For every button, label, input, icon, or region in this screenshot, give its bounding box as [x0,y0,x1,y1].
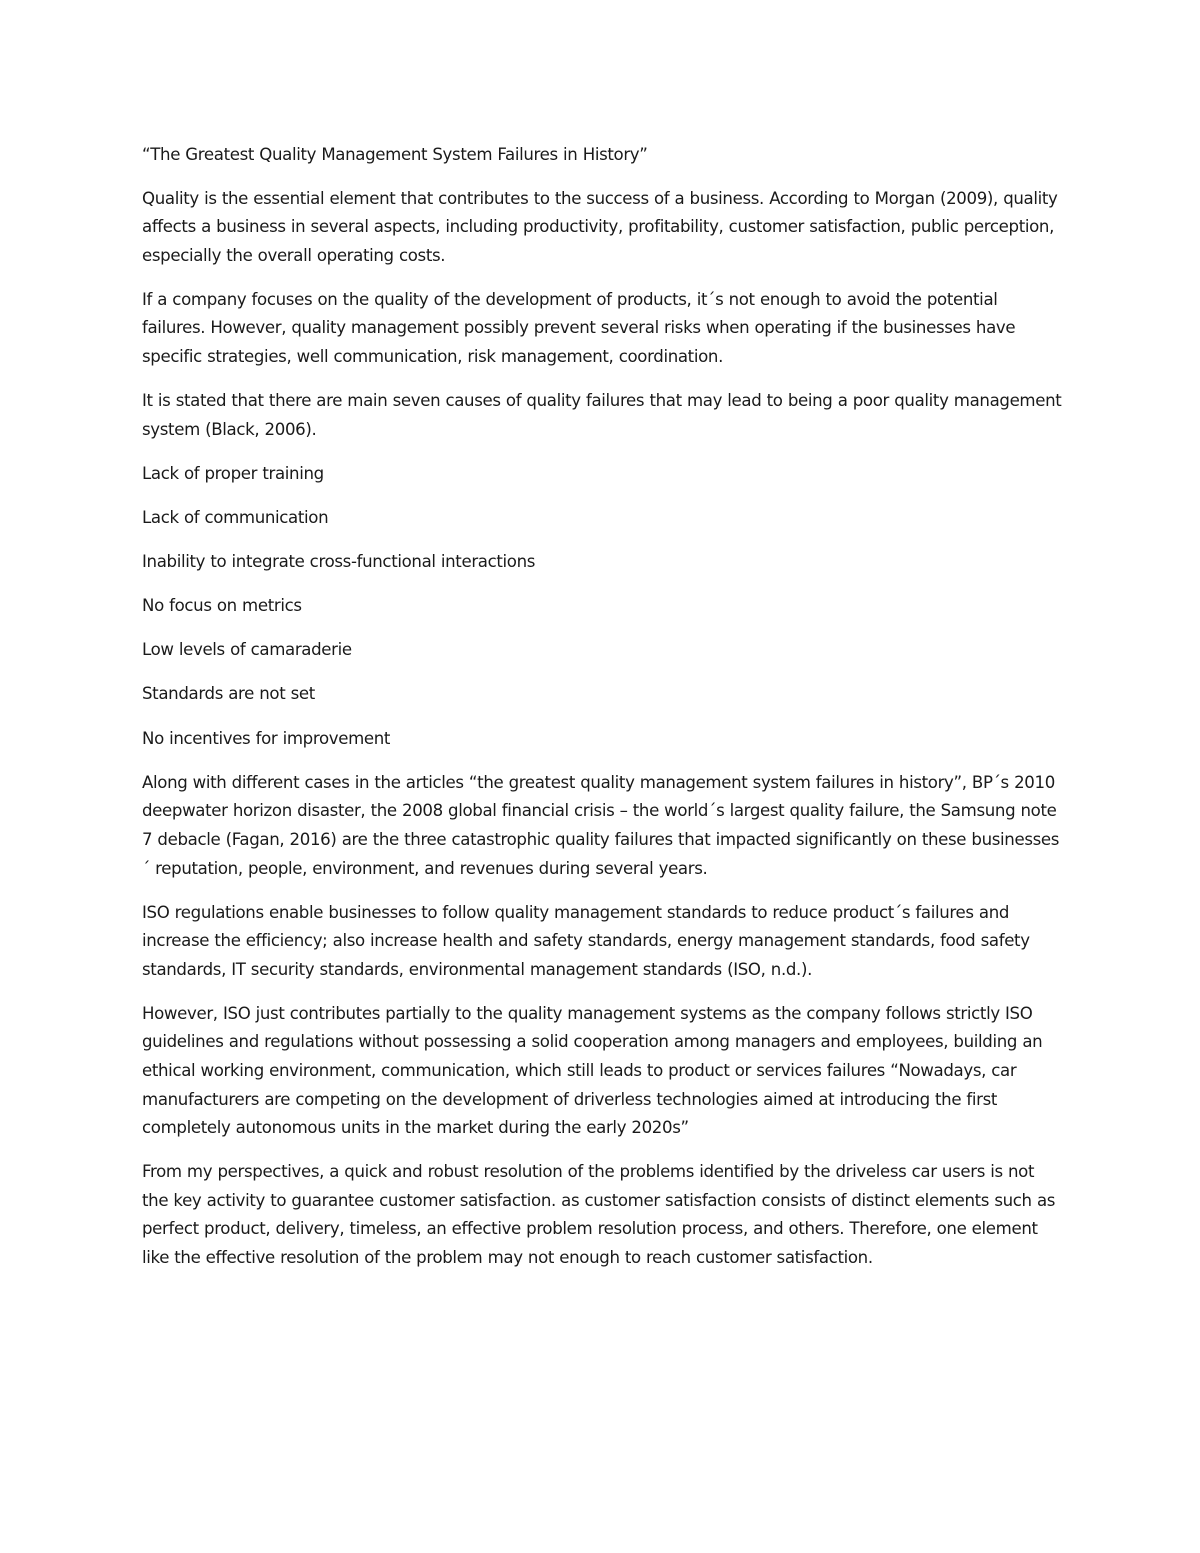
paragraph-seven-causes: It is stated that there are main seven causes of quality failures that may lead to being a poor quality management system (Black, 2006). [142,390,1062,439]
cause-item: Standards are not set [142,684,315,704]
cause-item: No focus on metrics [142,596,302,616]
paragraph-conclusion: From my perspectives, a quick and robust resolution of the problems identified by the driveless car users is not the key activity to guarantee customer satisfaction. as customer satisfaction consists of distinct elements such as perfect product, delivery, timeless, an effective problem resolution process, and others. Therefore, one element like the effective resolution of the problem may not enough to reach customer satisfaction. [142,1162,1056,1267]
document-body [142,141,1064,1288]
cause-item: Inability to integrate cross-functional interactions [142,551,536,571]
cause-item: Low levels of camaraderie [142,640,352,660]
cause-item: No incentives for improvement [142,728,391,748]
paragraph-iso-limitations: However, ISO just contributes partially to the quality management systems as the company follows strictly ISO guidelines and regulations without possessing a solid cooperation among managers and employees, building an ethical working environment, communication, which still leads to product or services failures “Nowadays, car manufacturers are competing on the development of driverless technologies aimed at introducing the first completely autonomous units in the market during the early 2020s” [142,1003,1043,1138]
cause-item: Lack of communication [142,507,329,527]
paragraph-iso-regulations: ISO regulations enable businesses to follow quality management standards to reduce product´s failures and increase the efficiency; also increase health and safety standards, energy management standards, food safety standards, IT security standards, environmental management standards (ISO, n.d.). [142,902,1030,979]
paragraph-case-studies: Along with different cases in the articles “the greatest quality management system failures in history”, BP´s 2010 deepwater horizon disaster, the 2008 global financial crisis – the world´s largest quality failure, the Samsung note 7 debacle (Fagan, 2016) are the three catastrophic quality failures that impacted significantly on these businesses´ reputation, people, environment, and revenues during several years. [142,772,1060,878]
paragraph-quality-definition: Quality is the essential element that contributes to the success of a business. According to Morgan (2009), quality affects a business in several aspects, including productivity, profitability, customer satisfaction, public perception, especially the overall operating costs. [142,188,1058,265]
cause-item: Lack of proper training [142,463,324,483]
document-title: “The Greatest Quality Management System Failures in History” [142,145,648,164]
paragraph-quality-focus: If a company focuses on the quality of the development of products, it´s not enough to avoid the potential failures. However, quality management possibly prevent several risks when operating if the businesses have specific strategies, well communication, risk management, coordination. [142,289,1016,366]
